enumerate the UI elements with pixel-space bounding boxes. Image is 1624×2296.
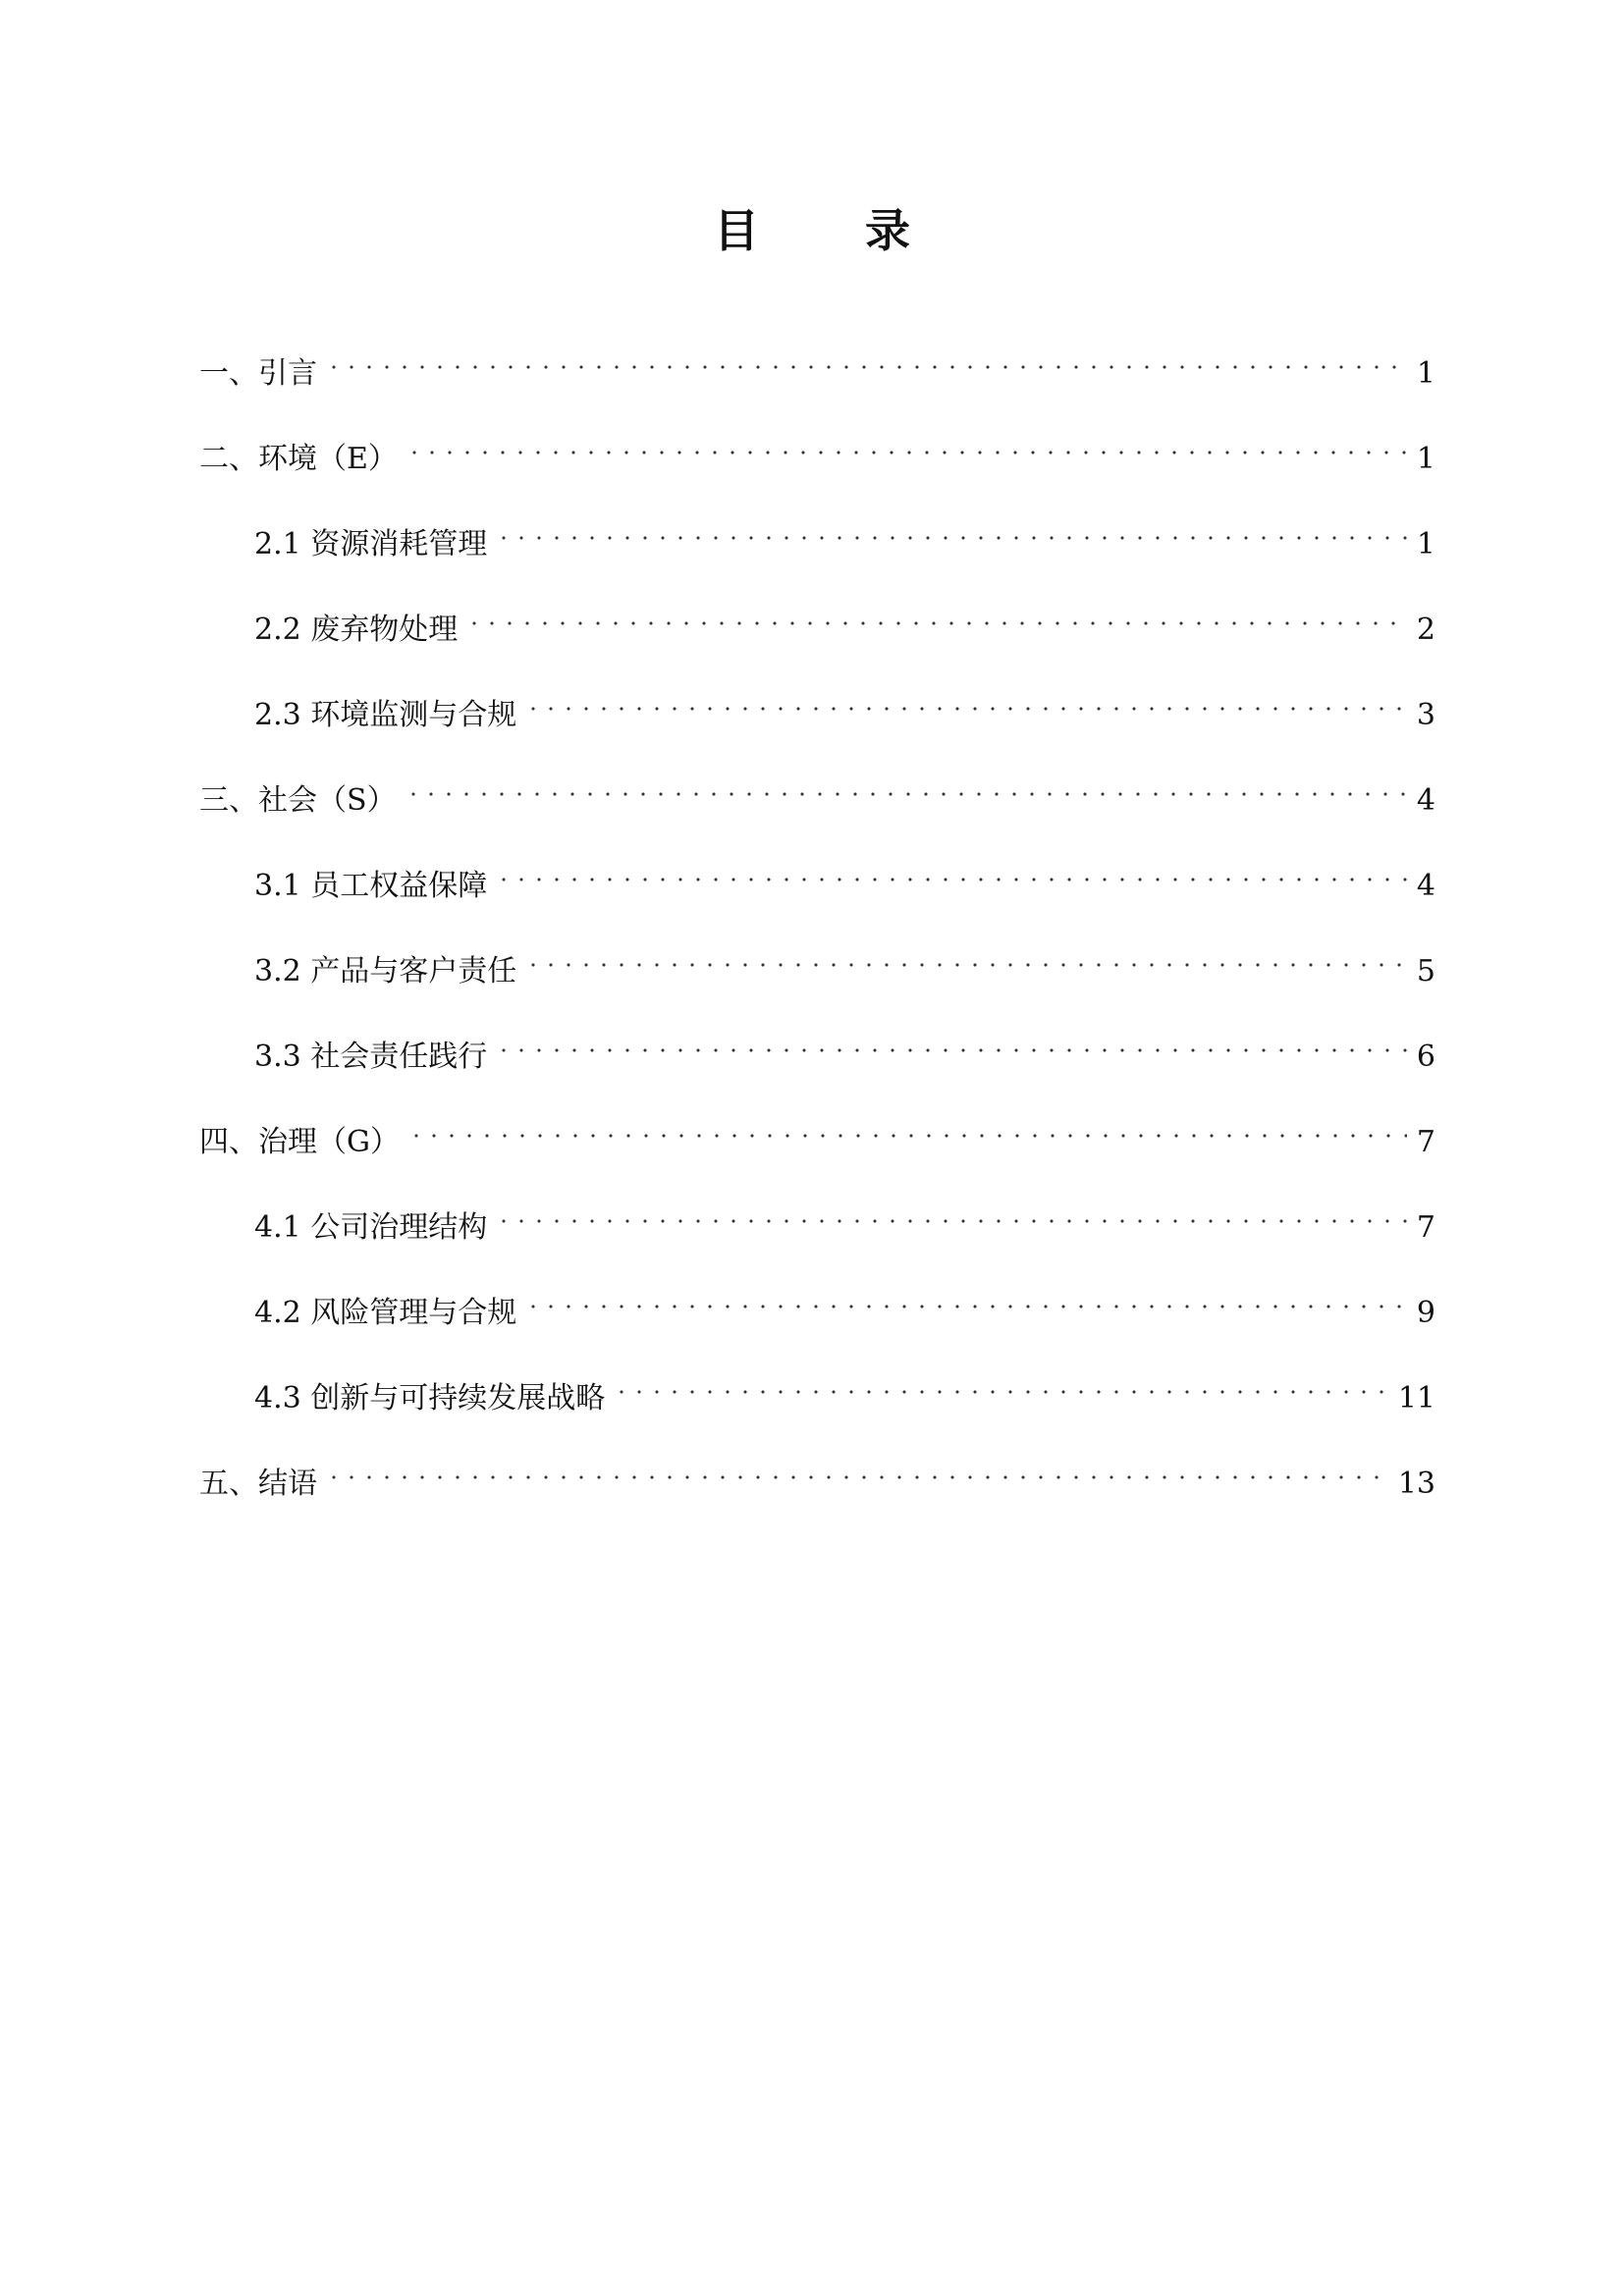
toc-entry-environmental-monitoring[interactable] (199, 685, 1435, 771)
toc-page-number: 6 (1416, 1040, 1435, 1074)
toc-entry-label: 四、治理（G） (199, 1125, 400, 1159)
toc-page-number: 5 (1416, 954, 1435, 988)
toc-page-number: 1 (1416, 442, 1435, 476)
toc-entry-resource-consumption[interactable] (199, 514, 1435, 600)
toc-dot-leader (406, 429, 1407, 468)
toc-entry-conclusion[interactable] (199, 1454, 1435, 1539)
toc-page-number: 11 (1397, 1381, 1435, 1415)
toc-dot-leader (524, 1283, 1407, 1322)
toc-dot-leader (495, 856, 1407, 895)
toc-entry-label: 3.1 员工权益保障 (254, 869, 488, 903)
toc-dot-leader (325, 344, 1407, 383)
toc-dot-leader (495, 1198, 1407, 1237)
toc-page-number: 1 (1416, 527, 1435, 561)
toc-dot-leader (405, 771, 1407, 810)
toc-entry-employee-rights[interactable] (199, 856, 1435, 941)
toc-entry-product-customer-responsibility[interactable] (199, 941, 1435, 1027)
table-of-contents (199, 344, 1435, 1539)
toc-entry-label: 4.1 公司治理结构 (254, 1210, 488, 1245)
toc-entry-social[interactable] (199, 771, 1435, 856)
toc-page-number: 2 (1416, 613, 1435, 647)
toc-page-number: 4 (1416, 869, 1435, 903)
toc-dot-leader (407, 1112, 1407, 1151)
toc-entry-social-responsibility[interactable] (199, 1027, 1435, 1112)
toc-entry-label: 4.2 风险管理与合规 (254, 1296, 517, 1330)
toc-entry-label: 4.3 创新与可持续发展战略 (254, 1381, 606, 1415)
toc-entry-waste-treatment[interactable] (199, 600, 1435, 685)
toc-entry-label: 三、社会（S） (199, 783, 397, 818)
toc-entry-innovation-strategy[interactable] (199, 1368, 1435, 1454)
toc-dot-leader (613, 1368, 1388, 1408)
toc-page-number: 9 (1416, 1296, 1435, 1330)
toc-page-number: 4 (1416, 783, 1435, 818)
toc-dot-leader (495, 514, 1407, 554)
toc-entry-label: 3.3 社会责任践行 (254, 1040, 488, 1074)
toc-entry-label: 一、引言 (199, 356, 317, 391)
toc-entry-label: 五、结语 (199, 1467, 317, 1501)
toc-page-number: 1 (1416, 356, 1435, 391)
toc-entry-label: 二、环境（E） (199, 442, 398, 476)
toc-dot-leader (524, 685, 1407, 724)
toc-entry-label: 3.2 产品与客户责任 (254, 954, 517, 988)
page-title: 目 录 (713, 204, 955, 257)
toc-dot-leader (524, 941, 1407, 981)
toc-page-number: 7 (1416, 1210, 1435, 1245)
toc-entry-label: 2.1 资源消耗管理 (254, 527, 488, 561)
toc-entry-governance[interactable] (199, 1112, 1435, 1198)
toc-entry-label: 2.3 环境监测与合规 (254, 698, 517, 732)
toc-page-number: 3 (1416, 698, 1435, 732)
toc-dot-leader (495, 1027, 1407, 1066)
toc-dot-leader (465, 600, 1407, 639)
toc-dot-leader (325, 1454, 1388, 1493)
toc-entry-label: 2.2 废弃物处理 (254, 613, 459, 647)
toc-entry-corporate-governance-structure[interactable] (199, 1198, 1435, 1283)
toc-entry-introduction[interactable] (199, 344, 1435, 429)
toc-page-number: 7 (1416, 1125, 1435, 1159)
toc-entry-environment[interactable] (199, 429, 1435, 514)
toc-page-number: 13 (1397, 1467, 1435, 1501)
toc-entry-risk-management[interactable] (199, 1283, 1435, 1368)
